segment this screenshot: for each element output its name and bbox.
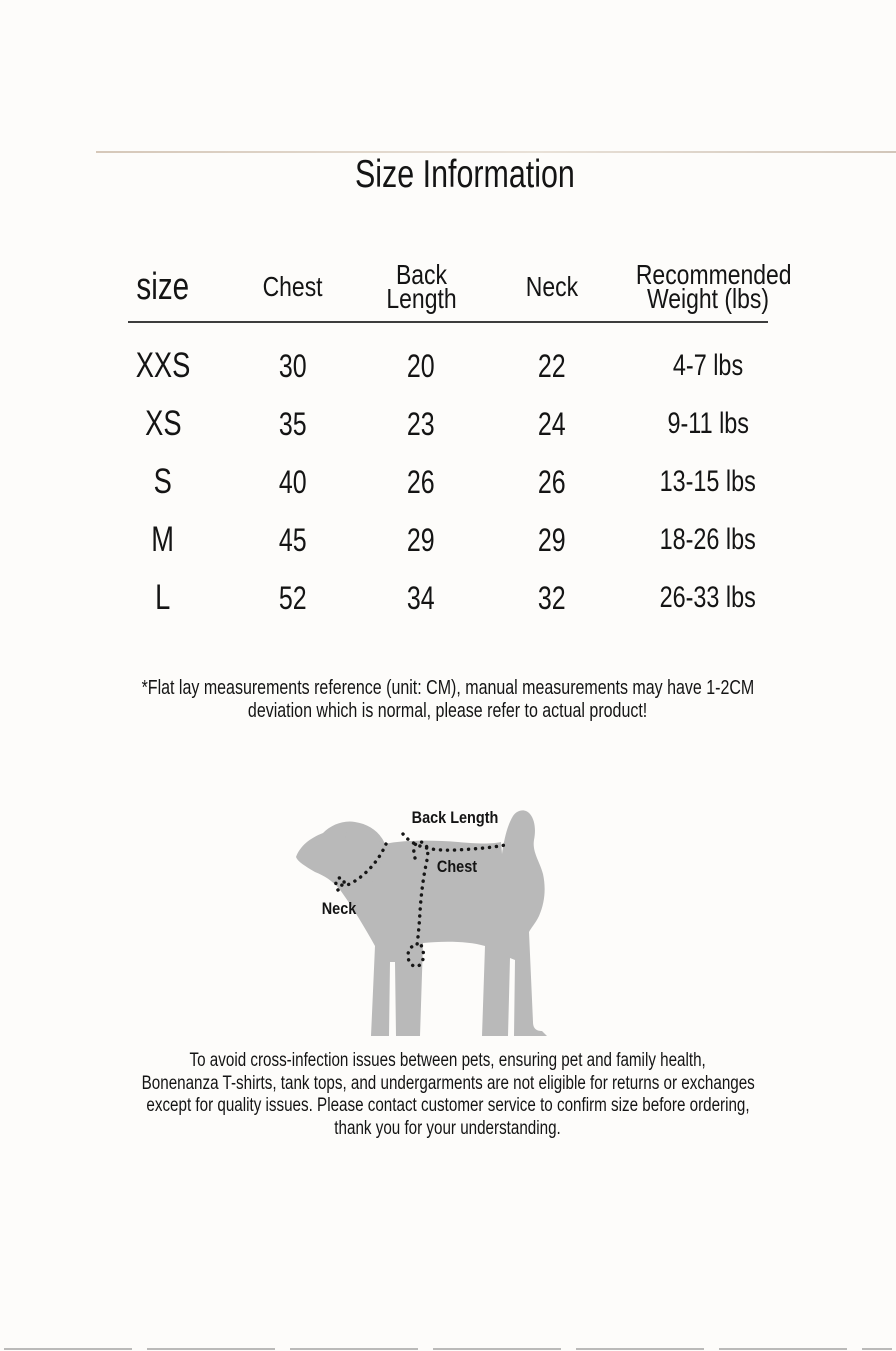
cell-chest: 52 [278, 579, 307, 616]
cell-weight: 26-33 lbs [659, 581, 757, 614]
dog-diagram-svg [283, 800, 613, 1050]
size-table-header-row [98, 256, 798, 318]
cell-back-length: 29 [407, 521, 435, 558]
cell-back-length: 23 [407, 405, 435, 442]
cell-back-length: 26 [407, 463, 435, 500]
table-row-xxs [98, 337, 798, 395]
cell-neck: 29 [537, 521, 566, 558]
cell-weight: 9-11 lbs [667, 407, 749, 440]
header-back-length: Back Length [385, 259, 457, 314]
page-title-row [0, 151, 896, 198]
cell-back-length: 20 [407, 347, 435, 384]
cell-weight: 13-15 lbs [659, 465, 757, 498]
cell-neck: 22 [537, 347, 566, 384]
cell-size: L [155, 578, 171, 617]
disclaimer-line-4: thank you for your understanding. [334, 1117, 562, 1139]
header-size: size [136, 266, 190, 308]
table-row-l [98, 569, 798, 627]
diagram-label-back-length: Back Length [411, 808, 499, 827]
table-row-m [98, 511, 798, 569]
disclaimer-line-1: To avoid cross-infection issues between pets, ensuring pet and family health, [189, 1050, 707, 1071]
cell-neck: 32 [537, 579, 566, 616]
dog-silhouette [296, 810, 547, 1036]
cell-chest: 35 [278, 405, 307, 442]
diagram-label-neck: Neck [321, 899, 357, 918]
cell-size: S [153, 462, 173, 501]
cell-chest: 40 [278, 463, 307, 500]
note-line-1: *Flat lay measurements reference (unit: CM), manual measurements may have 1-2CM [141, 677, 755, 699]
dog-measurement-diagram [283, 800, 613, 1050]
cell-chest: 45 [278, 521, 307, 558]
size-table [98, 256, 798, 627]
disclaimer-line-3: except for quality issues. Please contact customer service to confirm size before ordering, [146, 1095, 750, 1116]
page-title: Size Information [355, 153, 575, 196]
cell-weight: 18-26 lbs [659, 523, 757, 556]
table-row-s [98, 453, 798, 511]
header-chest: Chest [262, 271, 323, 302]
cell-neck: 24 [537, 405, 566, 442]
disclaimer-line-2: Bonenanza T-shirts, tank tops, and undergarments are not eligible for returns or exchanges [141, 1072, 755, 1094]
cell-chest: 30 [278, 347, 307, 384]
cell-size: XXS [135, 346, 191, 385]
table-row-xs [98, 395, 798, 453]
cell-back-length: 34 [407, 579, 435, 616]
measurement-note [0, 677, 896, 723]
cell-weight: 4-7 lbs [672, 349, 744, 382]
photo-edge-artifact-bottom [4, 1348, 892, 1350]
diagram-label-chest: Chest [436, 857, 478, 876]
cell-size: M [151, 520, 175, 559]
table-header-divider [128, 321, 768, 323]
header-recommended-weight: Recommended Weight (lbs) [635, 259, 792, 314]
note-line-2: deviation which is normal, please refer to actual product! [248, 700, 648, 722]
size-table-body [98, 337, 798, 627]
header-neck: Neck [525, 271, 578, 302]
cell-size: XS [144, 404, 182, 443]
cell-neck: 26 [537, 463, 566, 500]
return-policy-disclaimer [0, 1050, 896, 1140]
